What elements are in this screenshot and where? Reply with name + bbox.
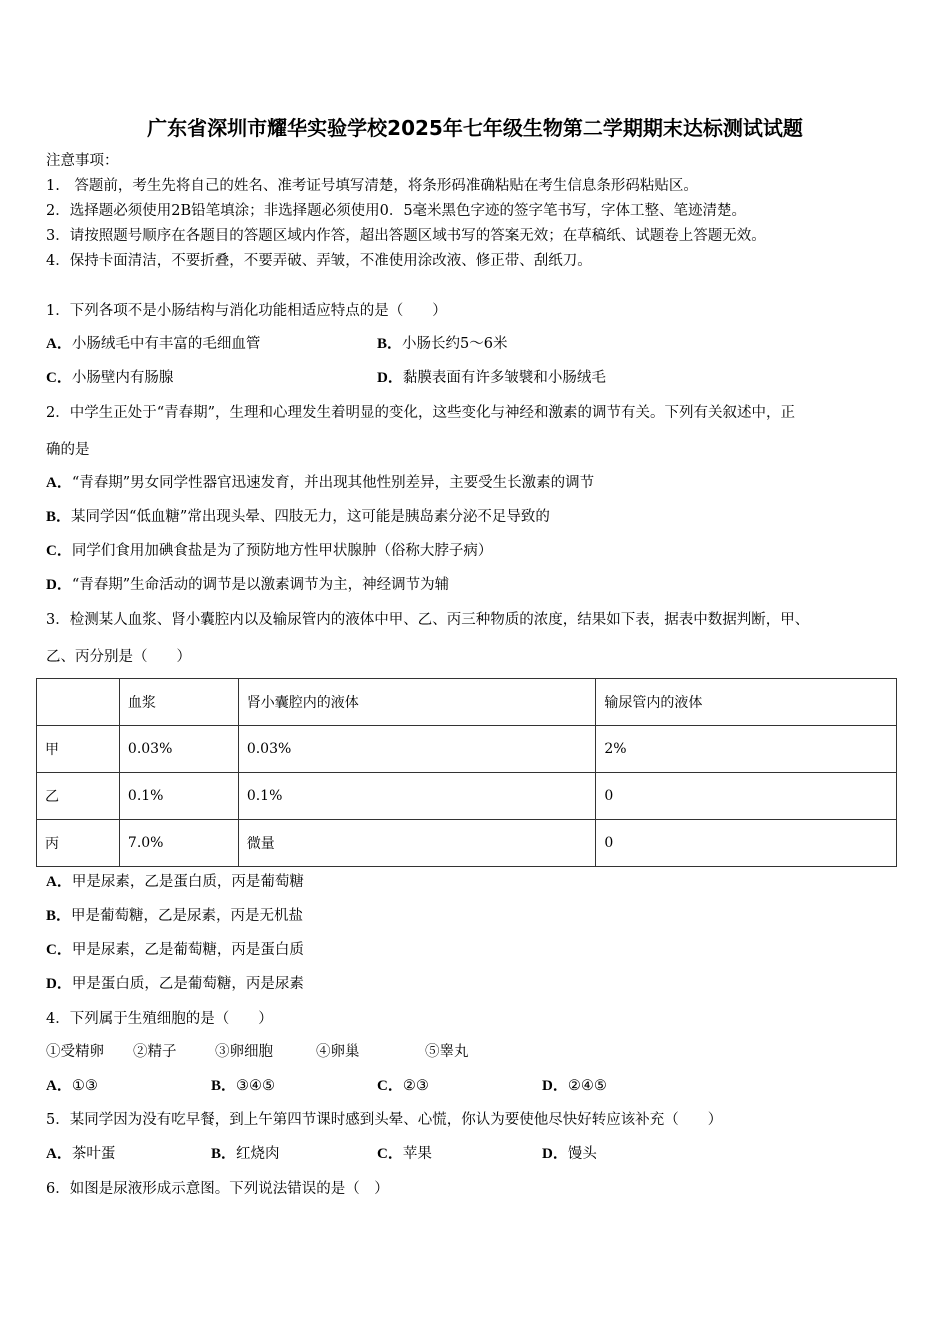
- question-5-option-a: [46, 1145, 115, 1163]
- option-label: C．: [377, 1078, 403, 1094]
- option-text: 馒头: [567, 1146, 597, 1162]
- document-title: 广东省深圳市耀华实验学校2025年七年级生物第二学期期末达标测试试题: [147, 116, 803, 140]
- question-4-stem: 4．下列属于生殖细胞的是（ ）: [46, 1011, 273, 1027]
- option-text: ②④⑤: [567, 1078, 607, 1094]
- option-text: ②③: [402, 1078, 429, 1094]
- question-5-option-d: [542, 1145, 597, 1163]
- notice-item: 4．保持卡面清洁，不要折叠，不要弄破、弄皱，不准使用涂改液、修正带、刮纸刀。: [46, 253, 592, 269]
- question-1-option-c: [46, 369, 173, 387]
- question-4-option-c: [377, 1077, 429, 1095]
- option-label: A．: [46, 1078, 72, 1094]
- option-label: D．: [542, 1078, 568, 1094]
- question-1-option-b: [377, 335, 507, 353]
- option-text: 红烧肉: [236, 1146, 280, 1162]
- option-text: 甲是蛋白质，乙是葡萄糖，丙是尿素: [71, 976, 304, 992]
- table-cell: 微量: [238, 820, 596, 867]
- option-label: D．: [542, 1146, 568, 1162]
- table-row: [37, 820, 897, 867]
- option-text: 黏膜表面有许多皱襞和小肠绒毛: [402, 370, 606, 386]
- question-4-option-b: [211, 1077, 275, 1095]
- option-label: B．: [46, 908, 72, 924]
- question-2-stem: 2．中学生正处于“青春期”，生理和心理发生着明显的变化，这些变化与神经和激素的调节有关。下列有关叙述中，正: [46, 405, 796, 421]
- question-5-stem: 5．某同学因为没有吃早餐，到上午第四节课时感到头晕、心慌，你认为要使他尽快好转应该补充（ ）: [46, 1112, 723, 1128]
- question-2-option-d: [46, 576, 449, 594]
- option-text: 甲是尿素，乙是蛋白质，丙是葡萄糖: [71, 874, 304, 890]
- option-text: 甲是尿素，乙是葡萄糖，丙是蛋白质: [71, 942, 304, 958]
- table-cell: 0.03%: [119, 726, 238, 773]
- question-1-option-d: [377, 369, 606, 387]
- option-text: “青春期”男女同学性器官迅速发育，并出现其他性别差异，主要受生长激素的调节: [71, 475, 595, 491]
- option-label: C．: [46, 942, 72, 958]
- table-row: [37, 773, 897, 820]
- option-text: 甲是葡萄糖，乙是尿素，丙是无机盐: [71, 908, 304, 924]
- question-2-option-a: [46, 474, 594, 492]
- question-4-option-d: [542, 1077, 607, 1095]
- option-text: 小肠长约5～6米: [402, 336, 508, 352]
- option-label: D．: [46, 976, 72, 992]
- option-text: 某同学因“低血糖”常出现头晕、四肢无力，这可能是胰岛素分泌不足导致的: [71, 509, 550, 525]
- table-cell: 2%: [596, 726, 897, 773]
- question-3-stem-continued: 乙、丙分别是（ ）: [46, 649, 191, 665]
- table-header-cell: 血浆: [119, 679, 238, 726]
- question-1-stem: 1．下列各项不是小肠结构与消化功能相适应特点的是（ ）: [46, 303, 447, 319]
- table-cell: 0.1%: [238, 773, 596, 820]
- option-text: 茶叶蛋: [71, 1146, 116, 1162]
- option-label: D．: [46, 577, 72, 593]
- option-label: B．: [211, 1146, 237, 1162]
- question-2-option-c: [46, 542, 492, 560]
- option-label: C．: [46, 370, 72, 386]
- option-label: B．: [46, 509, 72, 525]
- question-2-option-b: [46, 508, 550, 526]
- table-header-cell: 肾小囊腔内的液体: [238, 679, 596, 726]
- table-cell: 7.0%: [119, 820, 238, 867]
- option-text: ①③: [71, 1078, 98, 1094]
- option-label: B．: [211, 1078, 237, 1094]
- notice-item: 2．选择题必须使用2B铅笔填涂；非选择题必须使用0．5毫米黑色字迹的签字笔书写，字体工整、笔迹清楚。: [46, 203, 747, 219]
- notice-item: 1. 答题前，考生先将自己的姓名、准考证号填写清楚，将条形码准确粘贴在考生信息条形码粘贴区。: [46, 178, 698, 194]
- option-label: A．: [46, 1146, 72, 1162]
- option-label: C．: [46, 543, 72, 559]
- table-cell: 0: [596, 773, 897, 820]
- concentration-table: [36, 678, 897, 867]
- question-3-stem: 3．检测某人血浆、肾小囊腔内以及输尿管内的液体中甲、乙、丙三种物质的浓度，结果如下表，据表中数据判断，甲、: [46, 612, 810, 628]
- option-text: 苹果: [402, 1146, 432, 1162]
- table-header-cell: [37, 679, 120, 726]
- question-4-item: ②精子: [133, 1044, 177, 1060]
- table-cell: 0: [596, 820, 897, 867]
- question-3-option-d: [46, 975, 304, 993]
- option-label: A．: [46, 336, 72, 352]
- question-3-option-c: [46, 941, 304, 959]
- question-5-option-b: [211, 1145, 280, 1163]
- table-cell: 0.03%: [238, 726, 596, 773]
- question-2-stem-continued: 确的是: [46, 442, 90, 458]
- table-row: [37, 726, 897, 773]
- option-text: 小肠绒毛中有丰富的毛细血管: [71, 336, 261, 352]
- table-cell: 甲: [37, 726, 120, 773]
- question-4-item: ⑤睾丸: [425, 1044, 469, 1060]
- question-5-option-c: [377, 1145, 432, 1163]
- notice-item: 3．请按照题号顺序在各题目的答题区域内作答，超出答题区域书写的答案无效；在草稿纸、试题卷上答题无效。: [46, 228, 766, 244]
- table-header-row: [37, 679, 897, 726]
- option-label: B．: [377, 336, 403, 352]
- question-4-item: ①受精卵: [46, 1044, 104, 1060]
- table-cell: 丙: [37, 820, 120, 867]
- question-4-item: ③卵细胞: [215, 1044, 273, 1060]
- option-label: C．: [377, 1146, 403, 1162]
- question-4-item: ④卵巢: [316, 1044, 360, 1060]
- question-1-option-a: [46, 335, 260, 353]
- option-label: A．: [46, 475, 72, 491]
- notice-heading: 注意事项：: [46, 153, 119, 169]
- question-6-stem: 6．如图是尿液形成示意图。下列说法错误的是（ ）: [46, 1181, 389, 1197]
- table-cell: 乙: [37, 773, 120, 820]
- table-header-cell: 输尿管内的液体: [596, 679, 897, 726]
- option-label: A．: [46, 874, 72, 890]
- question-3-option-b: [46, 907, 303, 925]
- question-3-option-a: [46, 873, 304, 891]
- option-text: 同学们食用加碘食盐是为了预防地方性甲状腺肿（俗称大脖子病）: [71, 543, 493, 559]
- option-text: ③④⑤: [236, 1078, 276, 1094]
- option-text: “青春期”生命活动的调节是以激素调节为主，神经调节为辅: [71, 577, 450, 593]
- question-4-option-a: [46, 1077, 98, 1095]
- option-label: D．: [377, 370, 403, 386]
- table-cell: 0.1%: [119, 773, 238, 820]
- option-text: 小肠壁内有肠腺: [71, 370, 174, 386]
